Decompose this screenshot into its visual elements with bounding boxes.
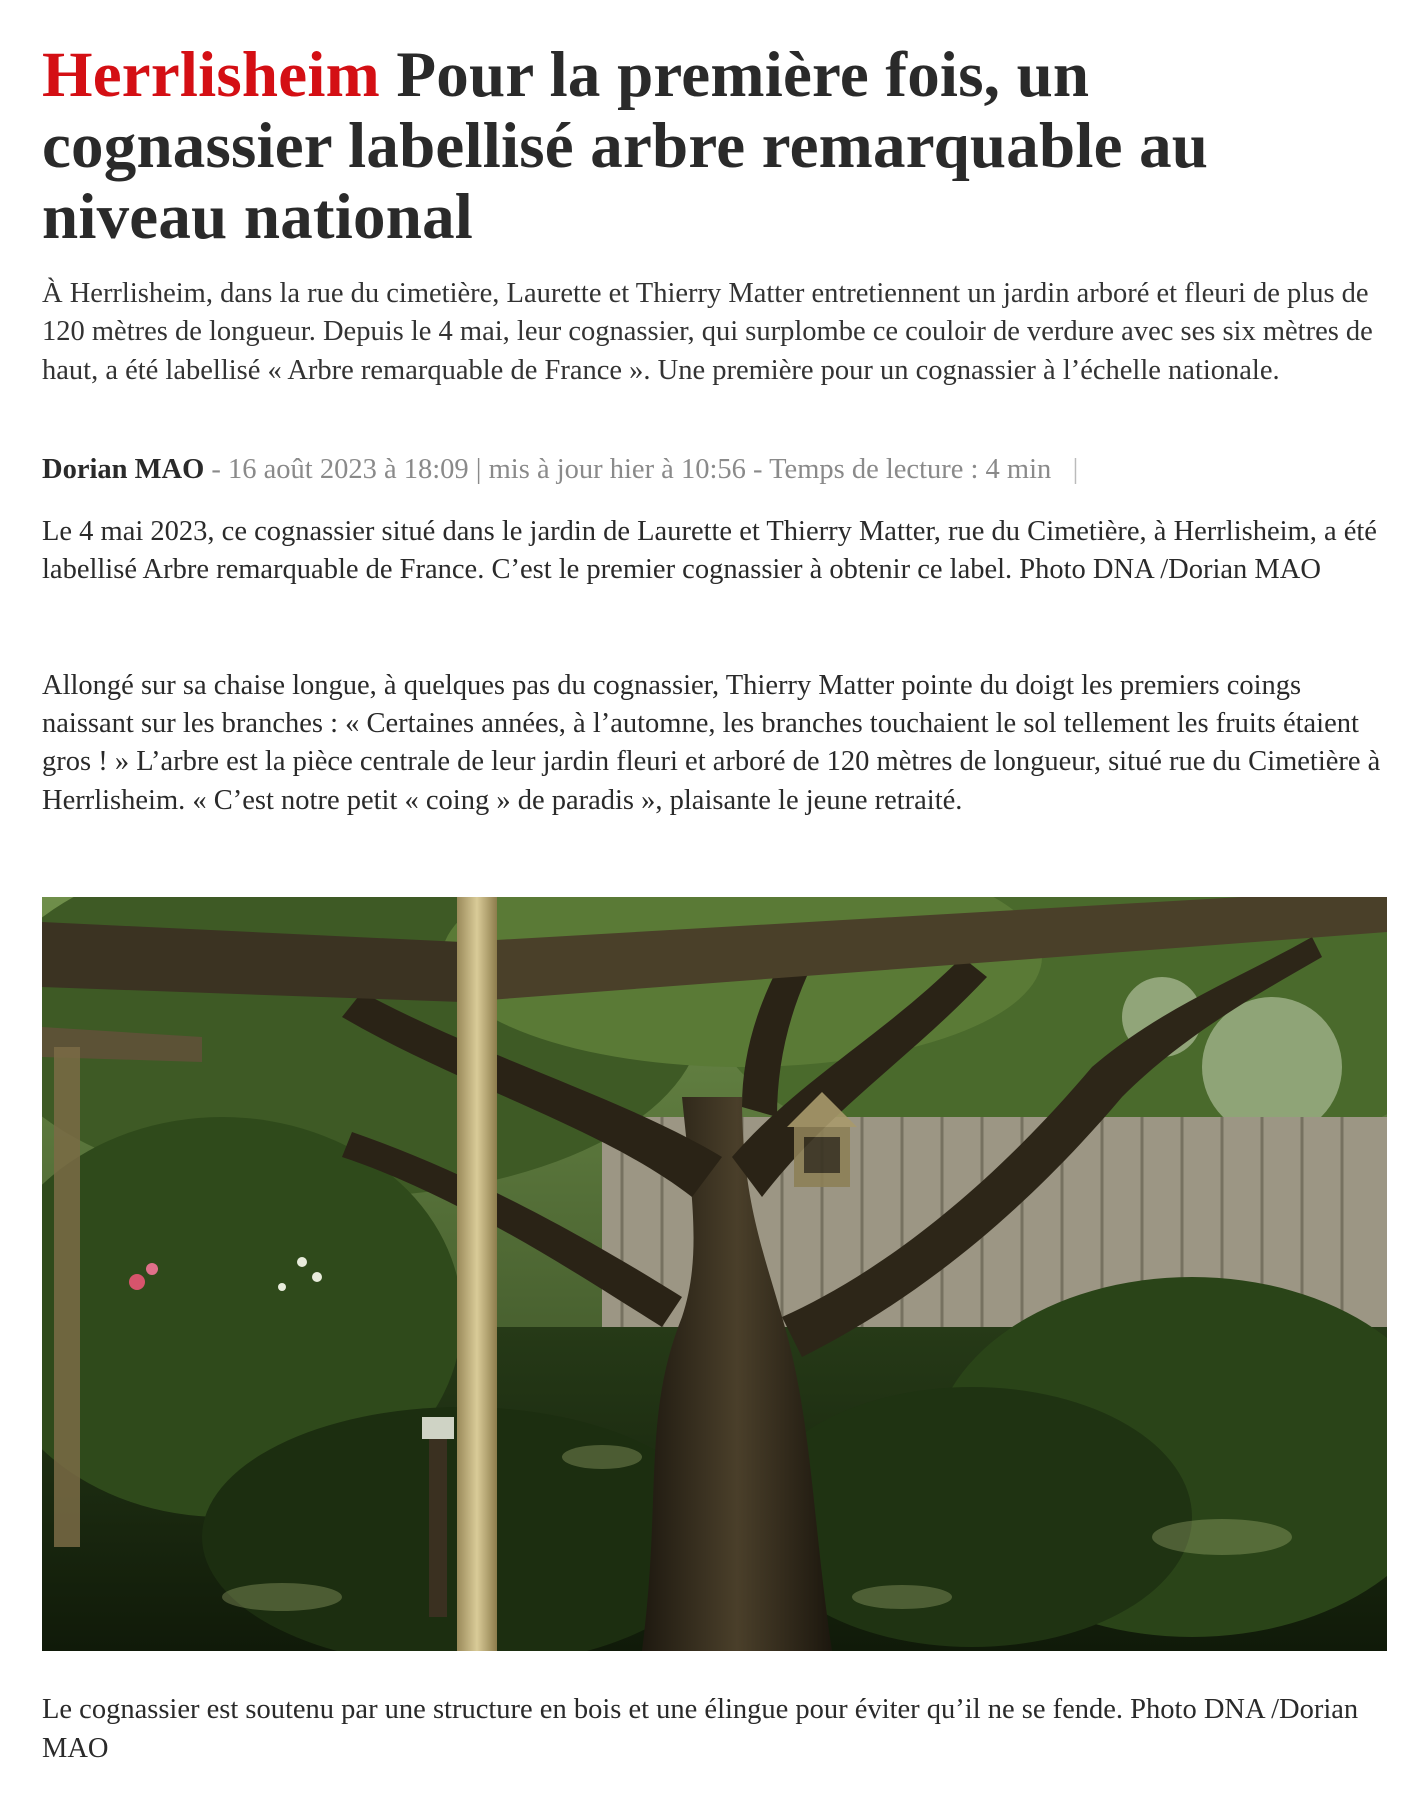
garden-photo-drawing: [42, 897, 1387, 1651]
headline: [42, 40, 1387, 253]
photo-caption-bottom: Le cognassier est soutenu par une structure en bois et une élingue pour éviter qu’il ne se fende. Photo DNA /Dorian MAO: [42, 1694, 1359, 1764]
article-paragraph: Allongé sur sa chaise longue, à quelques pas du cognassier, Thierry Matter pointe du doigt les premiers coings naissant sur les branches : « Certaines années, à l’automne, les branches touchaient le sol tellement les fruits étaient gros ! » L’arbre est la pièce centrale de leur jardin fleuri et arboré de 120 mètres de longueur, situé rue du Cimetière à Herrlisheim. « C’est notre petit « coing » de paradis », plaisante le jeune retraité.: [42, 670, 1381, 816]
author-name[interactable]: Dorian MAO: [42, 454, 205, 485]
byline-separator: -: [745, 454, 770, 485]
headline-title: Pour la première fois, un cognassier labellisé arbre remarquable au niveau national: [42, 39, 1209, 253]
headline-location[interactable]: Herrlisheim: [42, 39, 380, 111]
garden-photo[interactable]: [42, 897, 1387, 1651]
byline-trailing-pipe: |: [1072, 454, 1079, 485]
byline-separator: -: [204, 454, 229, 485]
reading-time: Temps de lecture : 4 min: [769, 454, 1052, 485]
byline: [42, 451, 1387, 489]
photo-caption-top: Le 4 mai 2023, ce cognassier situé dans le jardin de Laurette et Thierry Matter, rue du Cimetière, à Herrlisheim, a été labellisé Arbre remarquable de France. C’est le premier cognassier à obtenir ce label. Photo DNA /Dorian MAO: [42, 516, 1377, 586]
update-date: mis à jour hier à 10:56: [488, 454, 746, 485]
article-lead: À Herrlisheim, dans la rue du cimetière, Laurette et Thierry Matter entretiennent un jardin arboré et fleuri de plus de 120 mètres de longueur. Depuis le 4 mai, leur cognassier, qui surplombe ce couloir de verdure avec ses six mètres de haut, a été labellisé « Arbre remarquable de France ». Une première pour un cognassier à l’échelle nationale.: [42, 278, 1373, 386]
byline-separator: |: [468, 454, 489, 485]
publish-date: 16 août 2023 à 18:09: [228, 454, 469, 485]
